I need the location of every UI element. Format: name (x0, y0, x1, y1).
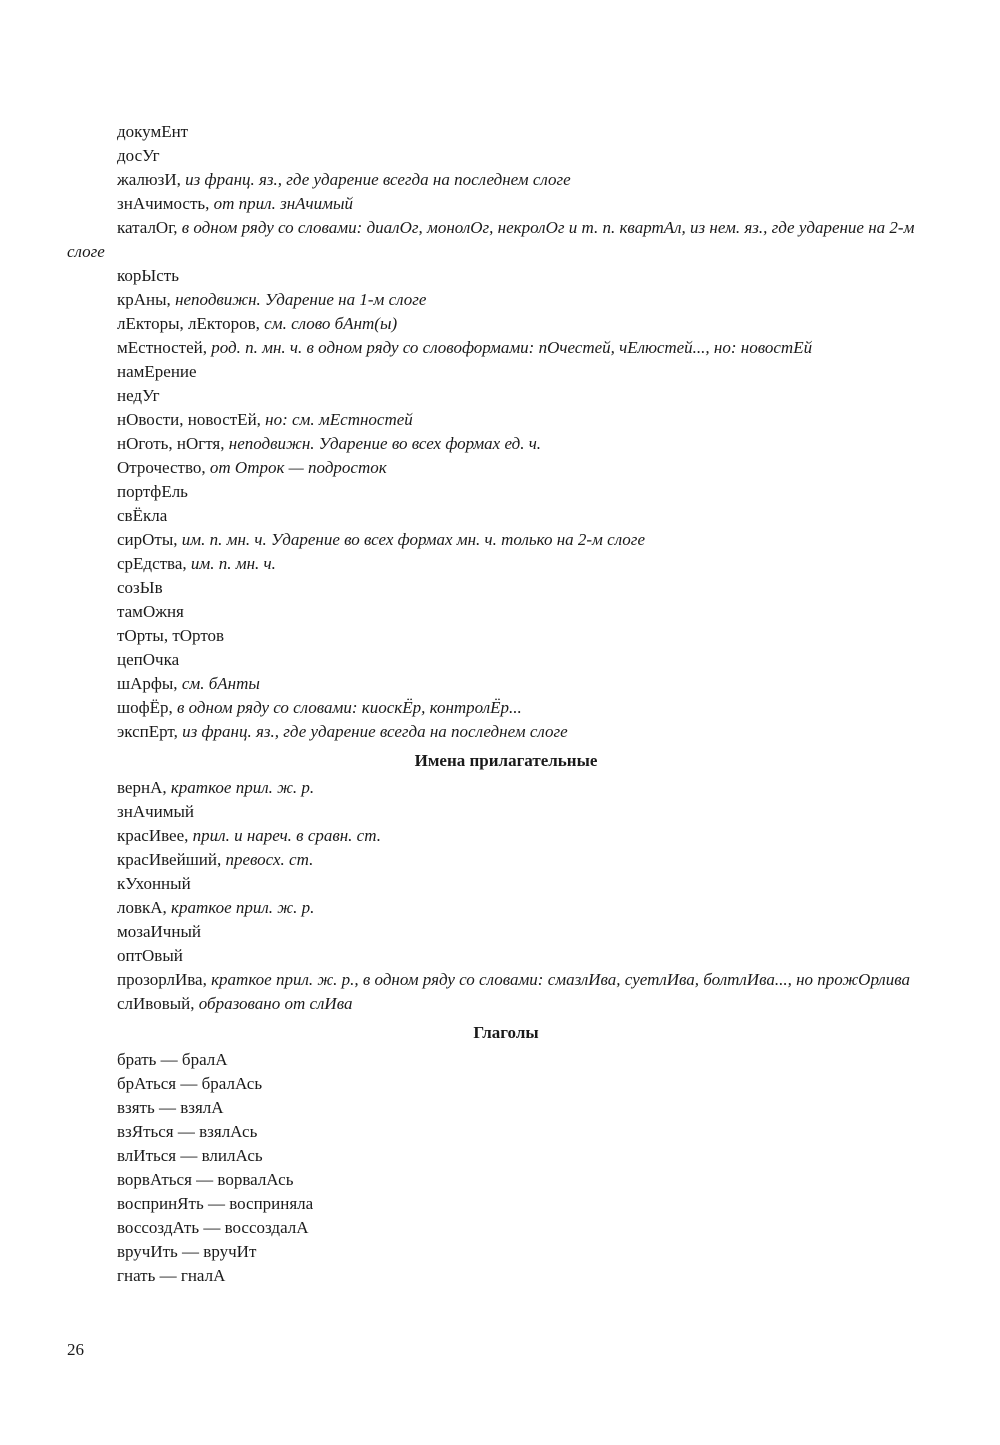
entry-word: каталОг, (117, 218, 182, 237)
entry-word: красИвейший, (117, 850, 226, 869)
entry-note: из франц. яз., где ударение всегда на последнем слоге (182, 722, 568, 741)
dictionary-entry (67, 1048, 945, 1072)
dictionary-entry (67, 1168, 945, 1192)
entry-word: воспринЯть — восприняла (117, 1194, 314, 1213)
dictionary-entry (67, 264, 945, 288)
entry-word: созЫв (117, 578, 163, 597)
entry-note: род. п. мн. ч. в одном ряду со словоформами: пОчестей, чЕлюстей..., но: новостЕй (211, 338, 813, 357)
dictionary-entry (67, 824, 945, 848)
entry-word: недУг (117, 386, 160, 405)
dictionary-entry (67, 896, 945, 920)
entry-word: вручИть — вручИт (117, 1242, 257, 1261)
entry-word: Отрочество, (117, 458, 210, 477)
entry-word: знАчимый (117, 802, 195, 821)
dictionary-entry (67, 1240, 945, 1264)
entry-note: краткое прил. ж. р. (170, 778, 315, 797)
entry-word: тамОжня (117, 602, 184, 621)
entry-word: жалюзИ, (117, 170, 186, 189)
entry-word: прозорлИва, (117, 970, 212, 989)
entry-word: срЕдства, (117, 554, 191, 573)
dictionary-entry (67, 288, 945, 312)
entry-word: сирОты, (117, 530, 182, 549)
dictionary-entry (67, 432, 945, 456)
entry-word: портфЕль (117, 482, 188, 501)
entry-note: от Отрок — подросток (209, 458, 387, 477)
dictionary-entry (67, 1192, 945, 1216)
section-heading-verbs: Глаголы (473, 1023, 539, 1042)
adjectives-list (67, 776, 945, 1016)
entry-word: брать — бралА (117, 1050, 228, 1069)
dictionary-entry (67, 576, 945, 600)
entry-word: брАться — бралАсь (117, 1074, 263, 1093)
dictionary-entry (67, 920, 945, 944)
entry-word: нОвости, новостЕй, (117, 410, 266, 429)
entry-word: вернА, (117, 778, 171, 797)
entry-word: докумЕнт (117, 122, 189, 141)
entry-note: прил. и нареч. в сравн. ст. (192, 826, 381, 845)
entry-word: крАны, (117, 290, 176, 309)
dictionary-entry (67, 192, 945, 216)
entry-word: тОрты, тОртов (117, 626, 225, 645)
dictionary-entry (67, 944, 945, 968)
entry-word: ловкА, (117, 898, 172, 917)
entry-word: взЯться — взялАсь (117, 1122, 258, 1141)
entry-word: ворвАться — ворвалАсь (117, 1170, 294, 1189)
dictionary-entry (67, 360, 945, 384)
dictionary-entry (67, 1264, 945, 1288)
dictionary-entry (67, 776, 945, 800)
entry-word: свЁкла (117, 506, 168, 525)
entry-note: им. п. мн. ч. Ударение во всех формах мн. ч. только на 2-м слоге (181, 530, 645, 549)
entry-word: слИвовый, (117, 994, 199, 1013)
dictionary-entry (67, 216, 945, 264)
dictionary-entry (67, 336, 945, 360)
dictionary-entry (67, 312, 945, 336)
dictionary-entry (67, 120, 945, 144)
dictionary-entry (67, 600, 945, 624)
entry-word: кУхонный (117, 874, 191, 893)
section-heading-adjectives: Имена прилагательные (414, 751, 598, 770)
entry-note: краткое прил. ж. р. (171, 898, 315, 917)
entry-word: красИвее, (117, 826, 193, 845)
dictionary-entry (67, 648, 945, 672)
entry-note: в одном ряду со словами: киоскЁр, контролЁр... (177, 698, 522, 717)
dictionary-entry (67, 872, 945, 896)
entry-note: неподвижн. Ударение на 1-м слоге (175, 290, 427, 309)
entry-word: досУг (117, 146, 160, 165)
entry-word: шАрфы, (117, 674, 182, 693)
entry-word: знАчимость, (117, 194, 214, 213)
verbs-list (67, 1048, 945, 1288)
dictionary-entry (67, 720, 945, 744)
entry-word: мЕстностей, (117, 338, 212, 357)
entry-word: взять — взялА (117, 1098, 224, 1117)
dictionary-entry (67, 848, 945, 872)
entry-note: неподвижн. Ударение во всех формах ед. ч. (228, 434, 542, 453)
dictionary-entry (67, 528, 945, 552)
dictionary-entry (67, 624, 945, 648)
entry-word: намЕрение (117, 362, 197, 381)
entry-word: влИться — влилАсь (117, 1146, 263, 1165)
nouns-list (67, 120, 945, 744)
dictionary-entry (67, 1096, 945, 1120)
dictionary-entry (67, 992, 945, 1016)
entry-note: в одном ряду со словами: диалОг, монолОг, некролОг и т. п. квартАл, из нем. яз., где ударение на 2-м слоге (67, 218, 915, 261)
dictionary-entry (67, 1072, 945, 1096)
entry-word: шофЁр, (117, 698, 177, 717)
entry-word: лЕкторы, лЕкторов, (117, 314, 265, 333)
dictionary-entry (67, 1216, 945, 1240)
dictionary-entry (67, 504, 945, 528)
entry-note: им. п. мн. ч. (190, 554, 276, 573)
dictionary-entry (67, 144, 945, 168)
entry-word: цепОчка (117, 650, 180, 669)
entry-note: образовано от слИва (198, 994, 353, 1013)
entry-word: гнать — гналА (117, 1266, 226, 1285)
entry-note: превосх. ст. (225, 850, 314, 869)
entry-note: см. слово бАнт(ы) (264, 314, 398, 333)
dictionary-entry (67, 1144, 945, 1168)
entry-note: краткое прил. ж. р., в одном ряду со словами: смазлИва, суетлИва, болтлИва..., но прожОрлива (211, 970, 910, 989)
dictionary-entry (67, 968, 945, 992)
entry-note: от прил. знАчимый (213, 194, 354, 213)
entry-word: нОготь, нОгтя, (117, 434, 229, 453)
entry-word: экспЕрт, (117, 722, 183, 741)
dictionary-entry (67, 480, 945, 504)
dictionary-entry (67, 408, 945, 432)
dictionary-entry (67, 552, 945, 576)
entry-word: воссоздАть — воссоздалА (117, 1218, 309, 1237)
dictionary-entry (67, 456, 945, 480)
dictionary-entry (67, 800, 945, 824)
dictionary-entry (67, 672, 945, 696)
entry-note: из франц. яз., где ударение всегда на последнем слоге (185, 170, 571, 189)
dictionary-content (67, 120, 945, 1288)
dictionary-entry (67, 384, 945, 408)
dictionary-entry (67, 696, 945, 720)
dictionary-entry (67, 168, 945, 192)
entry-word: мозаИчный (117, 922, 201, 941)
entry-word: оптОвый (117, 946, 183, 965)
dictionary-entry (67, 1120, 945, 1144)
entry-word: корЫсть (117, 266, 179, 285)
entry-note: но: см. мЕстностей (265, 410, 413, 429)
entry-note: см. бАнты (181, 674, 260, 693)
page-number: 26 (67, 1340, 84, 1359)
